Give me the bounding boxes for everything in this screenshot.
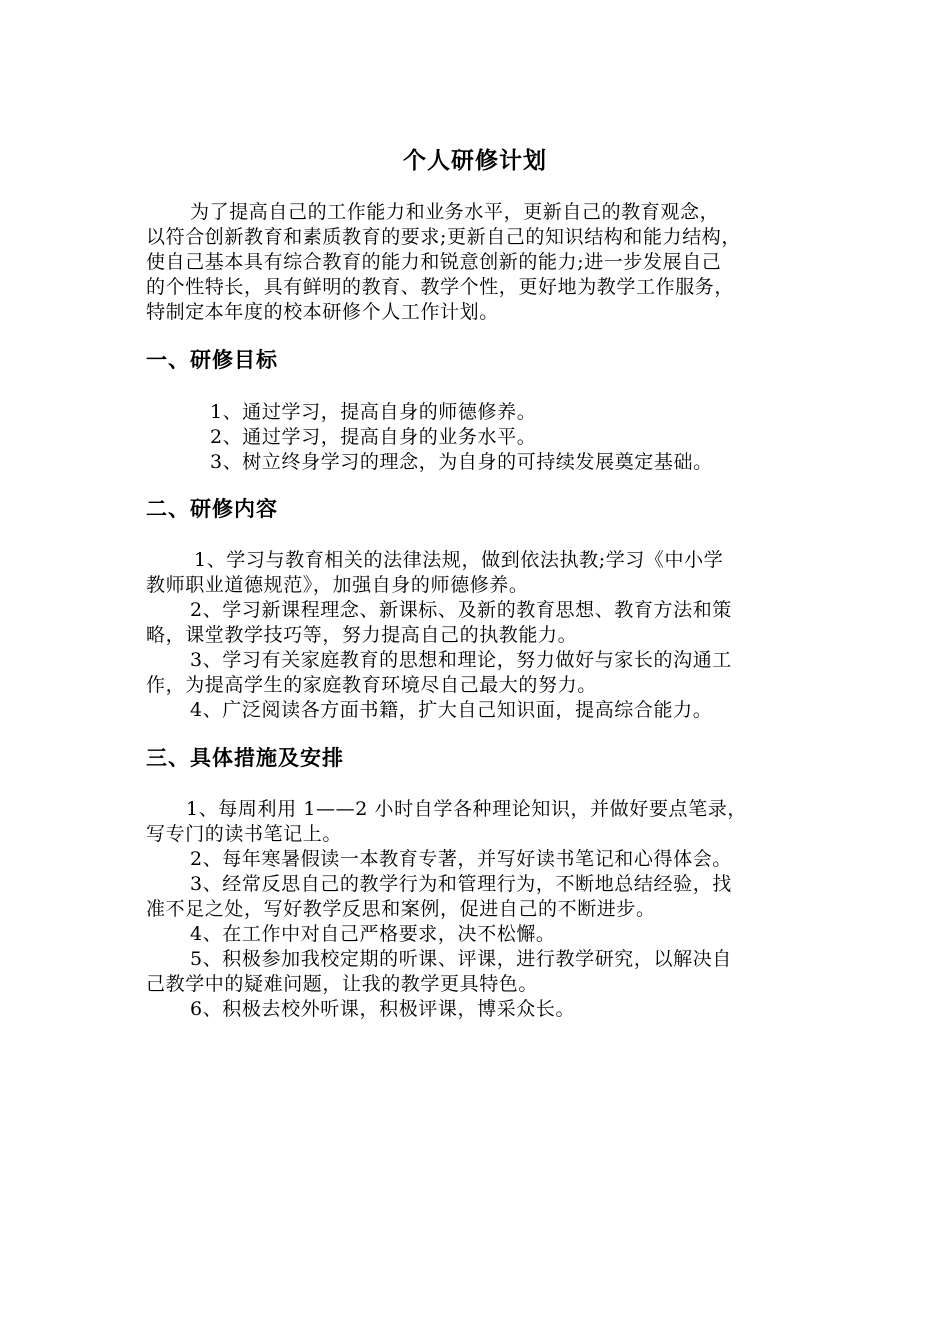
list-item: 准不足之处，写好教学反思和案例，促进自己的不断进步。 [146,898,656,920]
list-item: 略，课堂教学技巧等，努力提高自己的执教能力。 [146,624,578,646]
list-item: 5、积极参加我校定期的听课、评课，进行教学研究，以解决自 [190,948,732,970]
list-item: 1、每周利用 1——2 小时自学各种理论知识，并做好要点笔录， [186,798,747,820]
list-item: 3、学习有关家庭教育的思想和理论，努力做好与家长的沟通工 [190,649,732,671]
section-heading-measures: 三、具体措施及安排 [146,746,344,770]
list-item: 6、积极去校外听课，积极评课，博采众长。 [190,998,576,1020]
list-item: 写专门的读书笔记上。 [146,823,343,845]
intro-line: 为了提高自己的工作能力和业务水平，更新自己的教育观念， [190,201,720,223]
list-item: 1、学习与教育相关的法律法规，做到依法执教;学习《中小学 [194,549,724,571]
list-item: 己教学中的疑难问题，让我的教学更具特色。 [146,973,539,995]
document-title: 个人研修计划 [403,147,547,174]
list-item: 1、通过学习，提高自身的师德修养。 [210,401,537,423]
list-item: 2、学习新课程理念、新课标、及新的教育思想、教育方法和策 [190,599,732,621]
list-item: 2、每年寒暑假读一本教育专著，并写好读书笔记和心得体会。 [190,848,732,870]
list-item: 4、广泛阅读各方面书籍，扩大自己知识面，提高综合能力。 [190,699,713,721]
intro-line: 以符合创新教育和素质教育的要求;更新自己的知识结构和能力结构， [146,226,742,248]
intro-line: 的个性特长，具有鲜明的教育、教学个性，更好地为教学工作服务， [146,276,735,298]
list-item: 作，为提高学生的家庭教育环境尽自己最大的努力。 [146,674,597,696]
intro-line: 特制定本年度的校本研修个人工作计划。 [146,301,499,323]
list-item: 教师职业道德规范》，加强自身的师德修养。 [146,574,529,596]
list-item: 2、通过学习，提高自身的业务水平。 [210,426,537,448]
list-item: 4、在工作中对自己严格要求，决不松懈。 [190,923,556,945]
intro-line: 使自己基本具有综合教育的能力和锐意创新的能力;进一步发展自己 [146,251,722,273]
section-heading-goals: 一、研修目标 [146,348,278,372]
list-item: 3、树立终身学习的理念，为自身的可持续发展奠定基础。 [210,451,713,473]
list-item: 3、经常反思自己的教学行为和管理行为，不断地总结经验，找 [190,873,732,895]
section-heading-content: 二、研修内容 [146,497,278,521]
